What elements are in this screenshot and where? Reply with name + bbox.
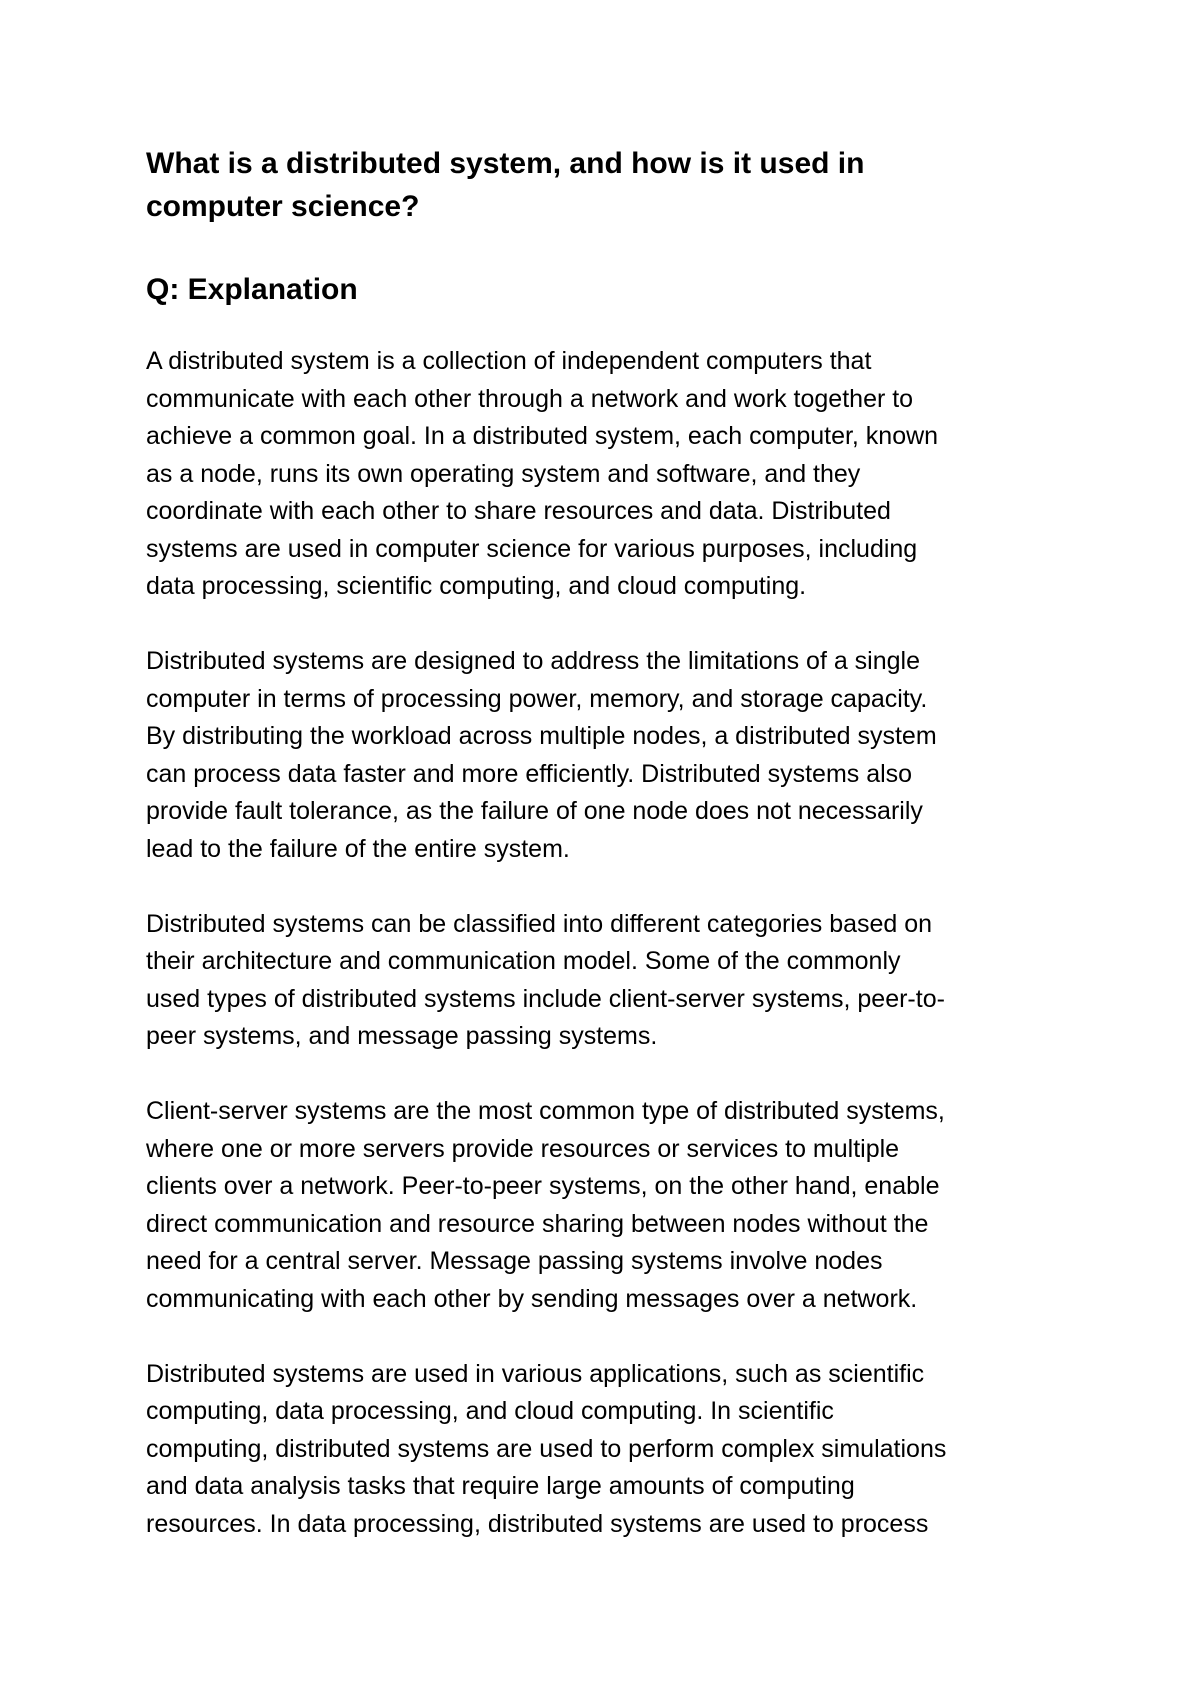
paragraph: Distributed systems are used in various applications, such as scientific computing, data processing, and cloud computing. In scientific computing, distributed systems are used to perform complex simulations and data analysis tasks that require large amounts of computing resources. In data processing, distributed systems are used to process (146, 1359, 947, 1538)
document-title: What is a distributed system, and how is it used in computer science? (146, 147, 865, 223)
paragraph: Distributed systems are designed to address the limitations of a single computer in terms of processing power, memory, and storage capacity. By distributing the workload across multiple nodes, a distributed system can process data faster and more efficiently. Distributed systems also provide fault tolerance, as the failure of one node does not necessarily lead to the failure of the entire system. (146, 647, 937, 863)
paragraph: A distributed system is a collection of independent computers that communicate with each other through a network and work together to achieve a common goal. In a distributed system, each computer, known as a node, runs its own operating system and software, and they coordinate with each other to share resources and data. Distributed systems are used in computer science for various purposes, including data processing, scientific computing, and cloud computing. (146, 347, 939, 600)
paragraph: Distributed systems can be classified into different categories based on their architecture and communication model. Some of the commonly used types of distributed systems include client-server systems, peer-to- peer systems, and message passing systems. (146, 909, 945, 1050)
section-heading: Q: Explanation (146, 273, 358, 306)
document-page (146, 142, 1076, 1543)
paragraph: Client-server systems are the most common type of distributed systems, where one or more servers provide resources or services to multiple clients over a network. Peer-to-peer systems, on the other hand, enable direct communication and resource sharing between nodes without the need for a central server. Message passing systems involve nodes communicating with each other by sending messages over a network. (146, 1097, 945, 1313)
